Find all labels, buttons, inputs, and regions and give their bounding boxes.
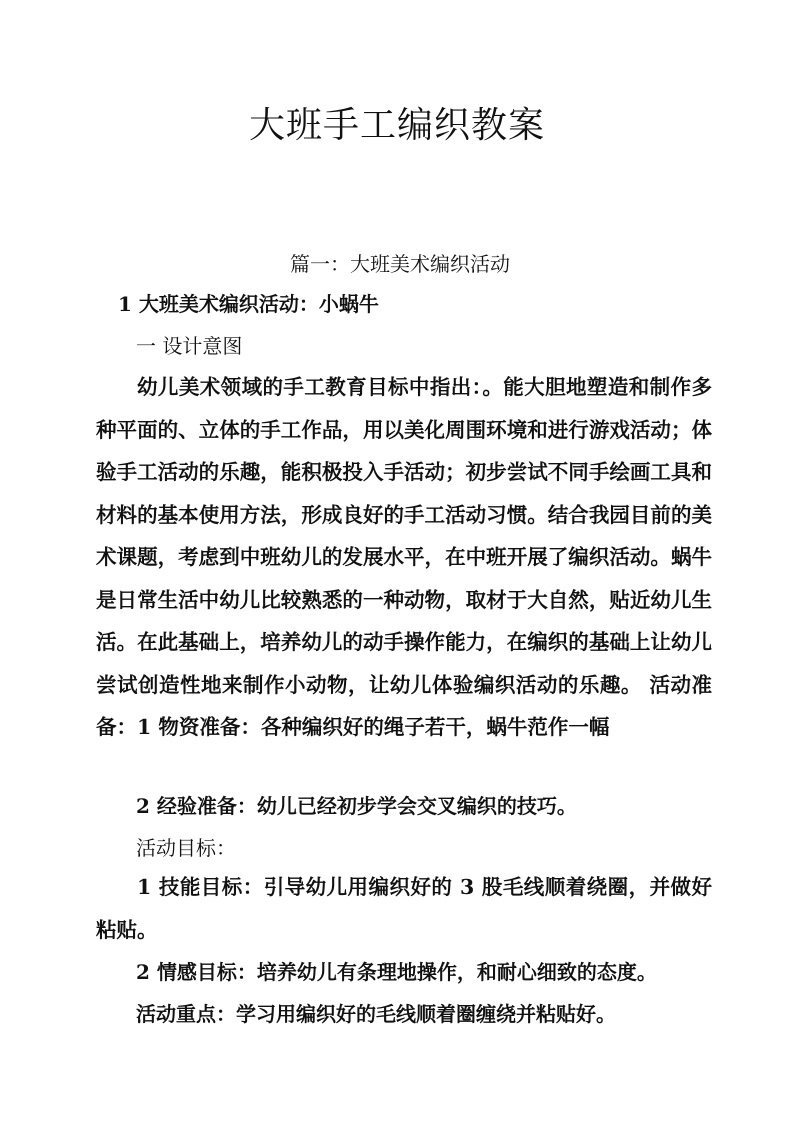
design-intent-paragraph: 幼儿美术领域的手工教育目标中指出：。能大胆地塑造和制作多种平面的、立体的手工作品，用以美化周围环境和进行游戏活动；体验手工活动的乐趣，能积极投入手活动；初步尝试不同手绘画工具和材料的基本使用方法，形成良好的手工活动习惯。结合我园目前的美术课题，考虑到中班幼儿的发展水平，在中班开展了编织活动。蜗牛是日常生活中幼儿比较熟悉的一种动物，取材于大自然，贴近幼儿生活。在此基础上，培养幼儿的动手操作能力，在编织的基础上让幼儿尝试创造性地来制作小动物，让幼儿体验编织活动的乐趣。 活动准备：1 物资准备：各种编织好的绳子若干，蜗牛范作一幅 [96, 375, 712, 739]
key-point-line: 活动重点：学习用编织好的毛线顺着圈缠绕并粘贴好。 [136, 1002, 616, 1026]
document-title: 大班手工编织教案 [248, 105, 545, 146]
goal-emotion-line: 2 情感目标：培养幼儿有条理地操作，和耐心细致的态度。 [136, 960, 657, 984]
experience-prep-line: 2 经验准备：幼儿已经初步学会交叉编织的技巧。 [136, 794, 577, 818]
design-intent-heading: 一 设计意图 [136, 334, 243, 358]
section-title: 篇一：大班美术编织活动 [290, 252, 510, 276]
goals-heading: 活动目标： [136, 836, 236, 860]
activity-heading: 1 大班美术编织活动：小蜗牛 [118, 292, 379, 316]
goal-skill-paragraph: 1 技能目标：引导幼儿用编织好的 3 股毛线顺着绕圈，并做好粘贴。 [96, 875, 712, 942]
